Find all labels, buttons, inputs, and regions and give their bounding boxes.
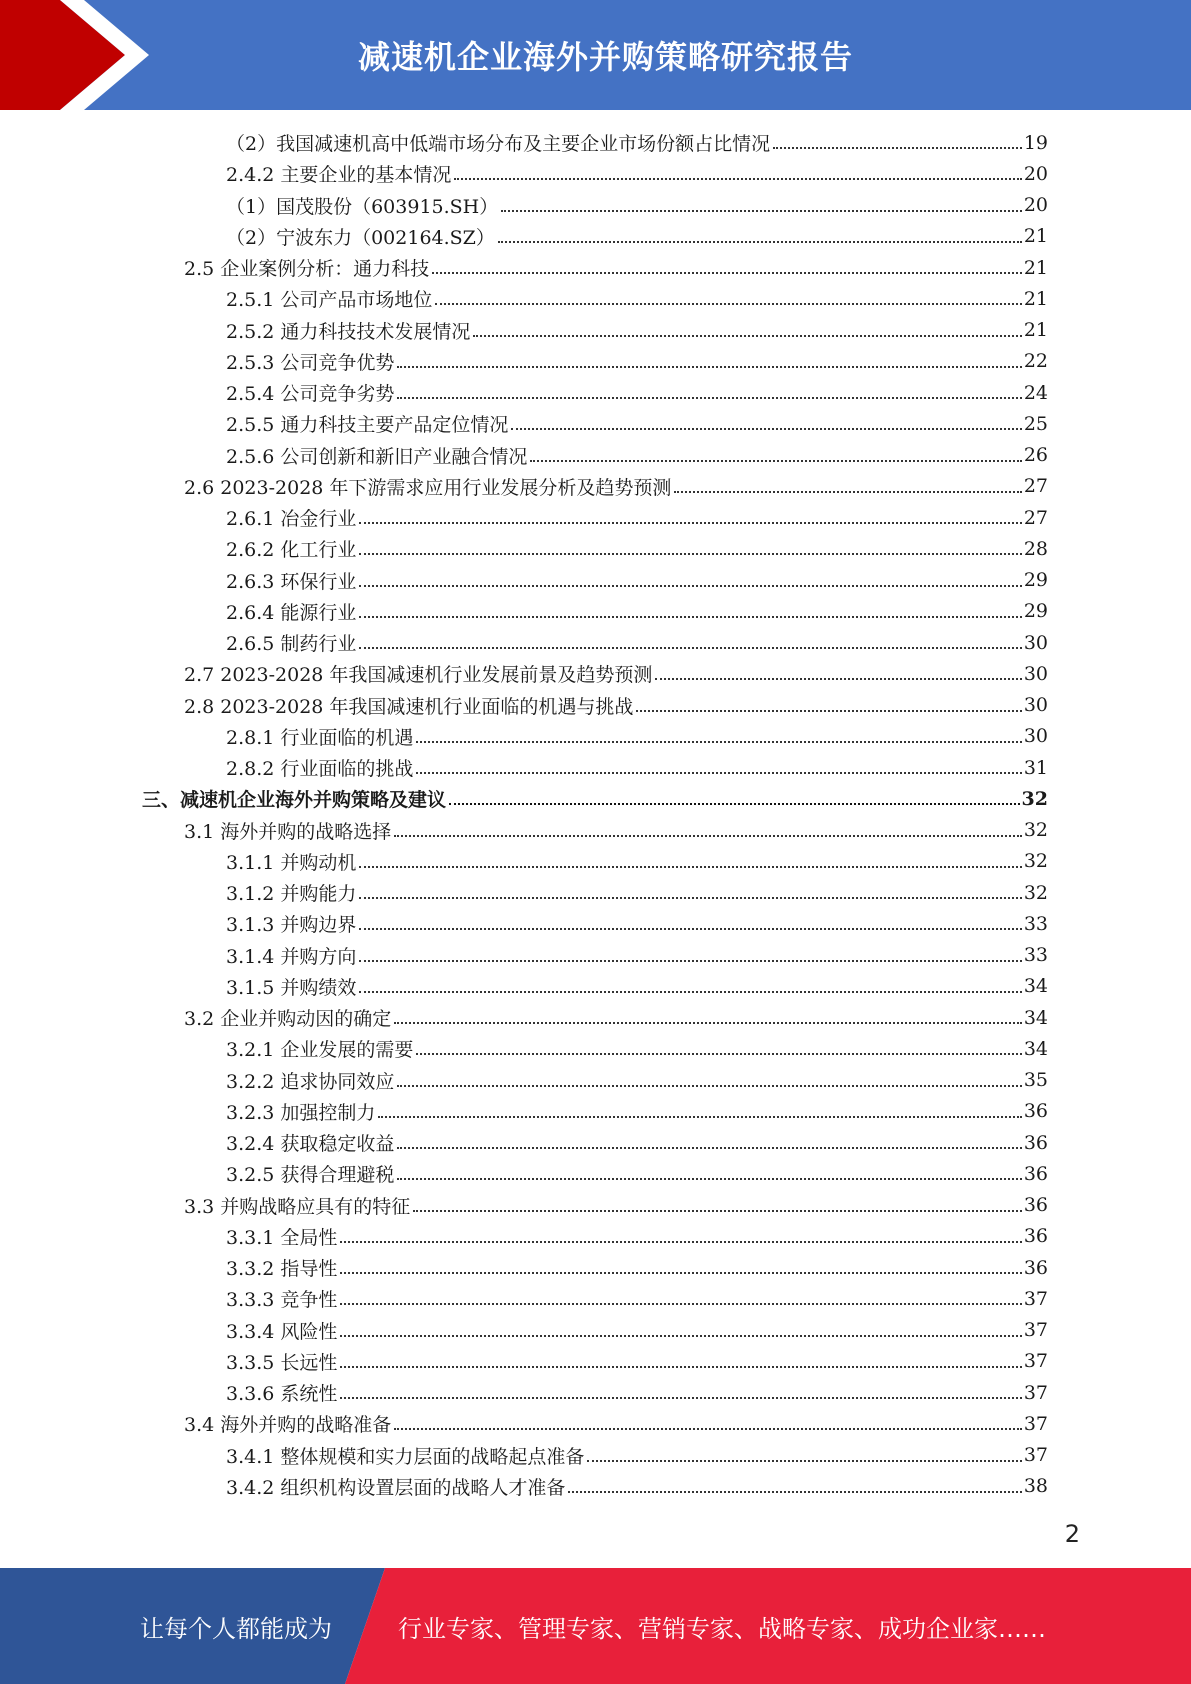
toc-entry[interactable] (226, 940, 1048, 971)
toc-entry[interactable] (184, 815, 1048, 846)
toc-entry[interactable] (226, 346, 1048, 377)
toc-entry[interactable] (226, 1252, 1048, 1283)
toc-entry-page: 21 (1023, 256, 1048, 279)
toc-entry-title: 3.3.6 系统性 (226, 1383, 338, 1405)
toc-entry-page: 21 (1023, 319, 1048, 341)
toc-entry[interactable] (184, 1190, 1048, 1221)
toc-entry[interactable] (226, 1315, 1048, 1346)
toc-leader-dots (655, 677, 1021, 680)
toc-entry-page: 28 (1023, 537, 1048, 560)
toc-entry[interactable] (226, 627, 1048, 658)
toc-entry[interactable] (226, 1283, 1048, 1314)
toc-leader-dots (530, 459, 1021, 462)
toc-entry[interactable] (226, 533, 1048, 564)
toc-leader-dots (397, 365, 1021, 368)
toc-entry-title: 3.1.4 并购方向 (226, 945, 357, 968)
toc-entry-page: 32 (1023, 881, 1048, 904)
toc-entry[interactable] (226, 596, 1048, 627)
toc-entry[interactable] (226, 158, 1048, 189)
toc-entry-title: 2.5.2 通力科技技术发展情况 (226, 320, 471, 343)
toc-entry-page: 37 (1023, 1319, 1048, 1341)
toc-entry-title: 三、减速机企业海外并购策略及建议 (142, 789, 447, 812)
toc-entry-title: 3.3.4 风险性 (226, 1320, 338, 1343)
page-footer (0, 1568, 1191, 1684)
toc-entry-page: 36 (1023, 1100, 1048, 1123)
toc-leader-dots (674, 490, 1021, 493)
toc-leader-dots (378, 1115, 1021, 1118)
toc-entry-title: 2.5 企业案例分析：通力科技 (184, 258, 430, 280)
toc-entry[interactable] (226, 1158, 1048, 1189)
toc-entry-title: （2）宁波东力（002164.SZ） (226, 226, 495, 249)
toc-entry-page: 37 (1023, 1381, 1048, 1404)
toc-entry[interactable] (226, 1471, 1048, 1502)
toc-leader-dots (394, 834, 1022, 837)
toc-entry-title: 3.2 企业并购动因的确定 (184, 1008, 392, 1030)
toc-entry-title: 3.2.4 获取稳定收益 (226, 1133, 395, 1155)
toc-entry-title: 2.6 2023-2028 年下游需求应用行业发展分析及趋势预测 (184, 476, 672, 499)
toc-entry[interactable] (184, 658, 1048, 689)
toc-leader-dots (397, 396, 1021, 399)
toc-entry-page: 30 (1023, 725, 1048, 748)
toc-entry[interactable] (226, 408, 1048, 439)
toc-leader-dots (359, 521, 1021, 524)
toc-entry-page: 37 (1023, 1412, 1048, 1435)
toc-leader-dots (498, 240, 1022, 243)
toc-entry-title: 2.6.3 环保行业 (226, 570, 357, 593)
toc-entry[interactable] (226, 1377, 1048, 1408)
toc-entry[interactable] (226, 721, 1048, 752)
toc-entry-page: 26 (1023, 444, 1048, 466)
toc-entry[interactable] (226, 502, 1048, 533)
toc-leader-dots (359, 990, 1021, 993)
toc-entry[interactable] (226, 1440, 1048, 1471)
toc-entry-title: 3.2.2 追求协同效应 (226, 1070, 395, 1093)
toc-entry-page: 21 (1023, 225, 1048, 248)
toc-entry-title: 3.4.2 组织机构设置层面的战略人才准备 (226, 1476, 566, 1499)
toc-entry-page: 37 (1023, 1444, 1048, 1466)
toc-entry-page: 30 (1023, 631, 1048, 654)
toc-entry-page: 36 (1023, 1162, 1048, 1185)
toc-entry-title: 3.1.5 并购绩效 (226, 976, 357, 999)
toc-entry-page: 27 (1023, 475, 1048, 498)
toc-leader-dots (511, 427, 1021, 430)
toc-entry-page: 36 (1023, 1194, 1048, 1216)
toc-leader-dots (340, 1365, 1021, 1368)
toc-entry[interactable] (226, 971, 1048, 1002)
toc-entry-title: 3.2.3 加强控制力 (226, 1101, 376, 1124)
toc-entry-title: 2.7 2023-2028 年我国减速机行业发展前景及趋势预测 (184, 664, 653, 687)
footer-slogan-right: 行业专家、管理专家、营销专家、战略专家、成功企业家…… (398, 1614, 1046, 1643)
toc-leader-dots (432, 271, 1022, 274)
toc-entry-title: 2.5.3 公司竞争优势 (226, 351, 395, 374)
toc-leader-dots (413, 1209, 1022, 1212)
toc-leader-dots (359, 959, 1021, 962)
toc-entry-page: 19 (1023, 131, 1048, 154)
toc-entry-title: 2.5.6 公司创新和新旧产业融合情况 (226, 445, 528, 468)
toc-entry-page: 33 (1023, 944, 1048, 966)
toc-entry-title: 3.2.5 获得合理避税 (226, 1164, 395, 1187)
toc-entry-page: 34 (1023, 1037, 1048, 1060)
toc-entry-title: （1）国茂股份（603915.SH） (226, 195, 499, 218)
toc-entry-page: 34 (1023, 975, 1048, 998)
toc-entry-page: 37 (1023, 1350, 1048, 1373)
toc-entry-title: 3.4.1 整体规模和实力层面的战略起点准备 (226, 1445, 585, 1468)
toc-leader-dots (397, 1084, 1021, 1087)
toc-leader-dots (359, 615, 1021, 618)
toc-leader-dots (359, 646, 1021, 649)
toc-entry-page: 32 (1021, 787, 1048, 810)
toc-entry-page: 25 (1023, 412, 1048, 435)
toc-entry-page: 31 (1023, 756, 1048, 779)
toc-entry[interactable] (226, 283, 1048, 314)
toc-leader-dots (501, 209, 1022, 212)
toc-leader-dots (340, 1240, 1021, 1243)
toc-entry-title: 3.3.3 竞争性 (226, 1289, 338, 1312)
toc-entry-page: 36 (1023, 1225, 1048, 1248)
toc-entry-title: 3.1 海外并购的战略选择 (184, 820, 392, 843)
report-title: 减速机企业海外并购策略研究报告 (357, 38, 853, 76)
toc-entry[interactable] (184, 690, 1048, 721)
toc-entry-title: 2.5.1 公司产品市场地位 (226, 289, 433, 312)
toc-entry-title: 2.6.4 能源行业 (226, 601, 357, 624)
toc-leader-dots (473, 334, 1021, 337)
toc-entry-page: 38 (1023, 1475, 1048, 1498)
toc-entry-page: 35 (1023, 1069, 1048, 1091)
toc-leader-dots (359, 865, 1021, 868)
toc-entry-page: 33 (1023, 912, 1048, 935)
toc-entry[interactable] (226, 377, 1048, 408)
toc-leader-dots (397, 1146, 1021, 1149)
page-number: 2 (1064, 1520, 1080, 1548)
toc-entry-page: 29 (1023, 600, 1048, 623)
toc-entry[interactable] (226, 1096, 1048, 1127)
toc-leader-dots (416, 740, 1021, 743)
toc-entry-title: 2.8.2 行业面临的挑战 (226, 758, 414, 780)
toc-entry[interactable] (226, 190, 1048, 221)
toc-entry[interactable] (226, 877, 1048, 908)
toc-entry[interactable] (184, 1002, 1048, 1033)
page-header (0, 0, 1191, 110)
toc-leader-dots (397, 1177, 1021, 1180)
toc-entry-page: 27 (1023, 506, 1048, 529)
toc-entry-page: 21 (1023, 287, 1048, 310)
toc-leader-dots (359, 584, 1021, 587)
toc-entry[interactable] (226, 127, 1048, 158)
toc-entry-page: 36 (1023, 1131, 1048, 1154)
toc-leader-dots (773, 146, 1022, 149)
toc-entry[interactable] (226, 846, 1048, 877)
toc-entry-title: 2.6.1 冶金行业 (226, 508, 357, 530)
toc-entry-title: 3.2.1 企业发展的需要 (226, 1039, 414, 1062)
toc-entry-page: 20 (1023, 194, 1048, 216)
toc-entry-page: 22 (1023, 350, 1048, 373)
toc-entry-title: 3.4 海外并购的战略准备 (184, 1414, 392, 1437)
toc-entry[interactable] (184, 471, 1048, 502)
toc-entry-title: 3.3.1 全局性 (226, 1226, 338, 1249)
toc-entry-page: 36 (1023, 1256, 1048, 1279)
toc-entry-title: 2.5.5 通力科技主要产品定位情况 (226, 414, 509, 437)
toc-leader-dots (435, 302, 1021, 305)
toc-leader-dots (340, 1334, 1021, 1337)
toc-entry[interactable] (226, 565, 1048, 596)
toc-entry-page: 30 (1023, 694, 1048, 716)
toc-entry[interactable] (184, 1408, 1048, 1439)
toc-leader-dots (340, 1271, 1021, 1274)
toc-entry[interactable] (226, 221, 1048, 252)
toc-entry-title: 2.6.2 化工行业 (226, 539, 357, 562)
toc-leader-dots (454, 177, 1021, 180)
toc-entry[interactable] (226, 1065, 1048, 1096)
toc-entry-title: 2.8.1 行业面临的机遇 (226, 726, 414, 749)
toc-leader-dots (340, 1396, 1021, 1399)
toc-entry-title: 3.1.1 并购动机 (226, 851, 357, 874)
toc-entry[interactable] (226, 440, 1048, 471)
toc-entry[interactable] (226, 1221, 1048, 1252)
toc-entry-title: （2）我国减速机高中低端市场分布及主要企业市场份额占比情况 (226, 133, 771, 155)
toc-entry-page: 29 (1023, 569, 1048, 591)
toc-entry[interactable] (226, 1127, 1048, 1158)
toc-leader-dots (636, 709, 1021, 712)
toc-entry-page: 24 (1023, 381, 1048, 404)
toc-leader-dots (416, 1052, 1021, 1055)
toc-leader-dots (416, 771, 1021, 774)
toc-entry[interactable] (226, 1346, 1048, 1377)
toc-leader-dots (449, 802, 1020, 805)
toc-entry-title: 3.1.2 并购能力 (226, 883, 357, 905)
toc-entry-title: 3.1.3 并购边界 (226, 914, 357, 937)
toc-entry[interactable] (226, 908, 1048, 939)
toc-entry-title: 3.3.2 指导性 (226, 1258, 338, 1280)
toc-leader-dots (359, 896, 1021, 899)
toc-entry-title: 2.8 2023-2028 年我国减速机行业面临的机遇与挑战 (184, 695, 634, 718)
toc-entry[interactable] (142, 783, 1048, 814)
toc-entry[interactable] (226, 752, 1048, 783)
toc-entry-page: 37 (1023, 1287, 1048, 1310)
toc-entry-title: 2.5.4 公司竞争劣势 (226, 383, 395, 405)
toc-entry-page: 20 (1023, 162, 1048, 185)
toc-entry-page: 30 (1023, 662, 1048, 685)
toc-entry[interactable] (226, 1033, 1048, 1064)
toc-entry-page: 34 (1023, 1006, 1048, 1029)
toc-leader-dots (359, 552, 1021, 555)
toc-entry-page: 32 (1023, 850, 1048, 873)
toc-entry[interactable] (226, 315, 1048, 346)
toc-entry[interactable] (184, 252, 1048, 283)
toc-leader-dots (568, 1490, 1021, 1493)
toc-leader-dots (359, 927, 1021, 930)
toc-leader-dots (394, 1021, 1022, 1024)
toc-entry-page: 32 (1023, 819, 1048, 841)
toc-entry-title: 3.3 并购战略应具有的特征 (184, 1195, 411, 1218)
footer-slogan-left: 让每个人都能成为 (140, 1614, 332, 1643)
toc-leader-dots (394, 1427, 1022, 1430)
toc-entry-title: 2.6.5 制药行业 (226, 633, 357, 655)
toc-entry-title: 2.4.2 主要企业的基本情况 (226, 164, 452, 187)
toc-entry-title: 3.3.5 长远性 (226, 1351, 338, 1374)
toc-leader-dots (587, 1459, 1021, 1462)
toc-leader-dots (340, 1302, 1021, 1305)
